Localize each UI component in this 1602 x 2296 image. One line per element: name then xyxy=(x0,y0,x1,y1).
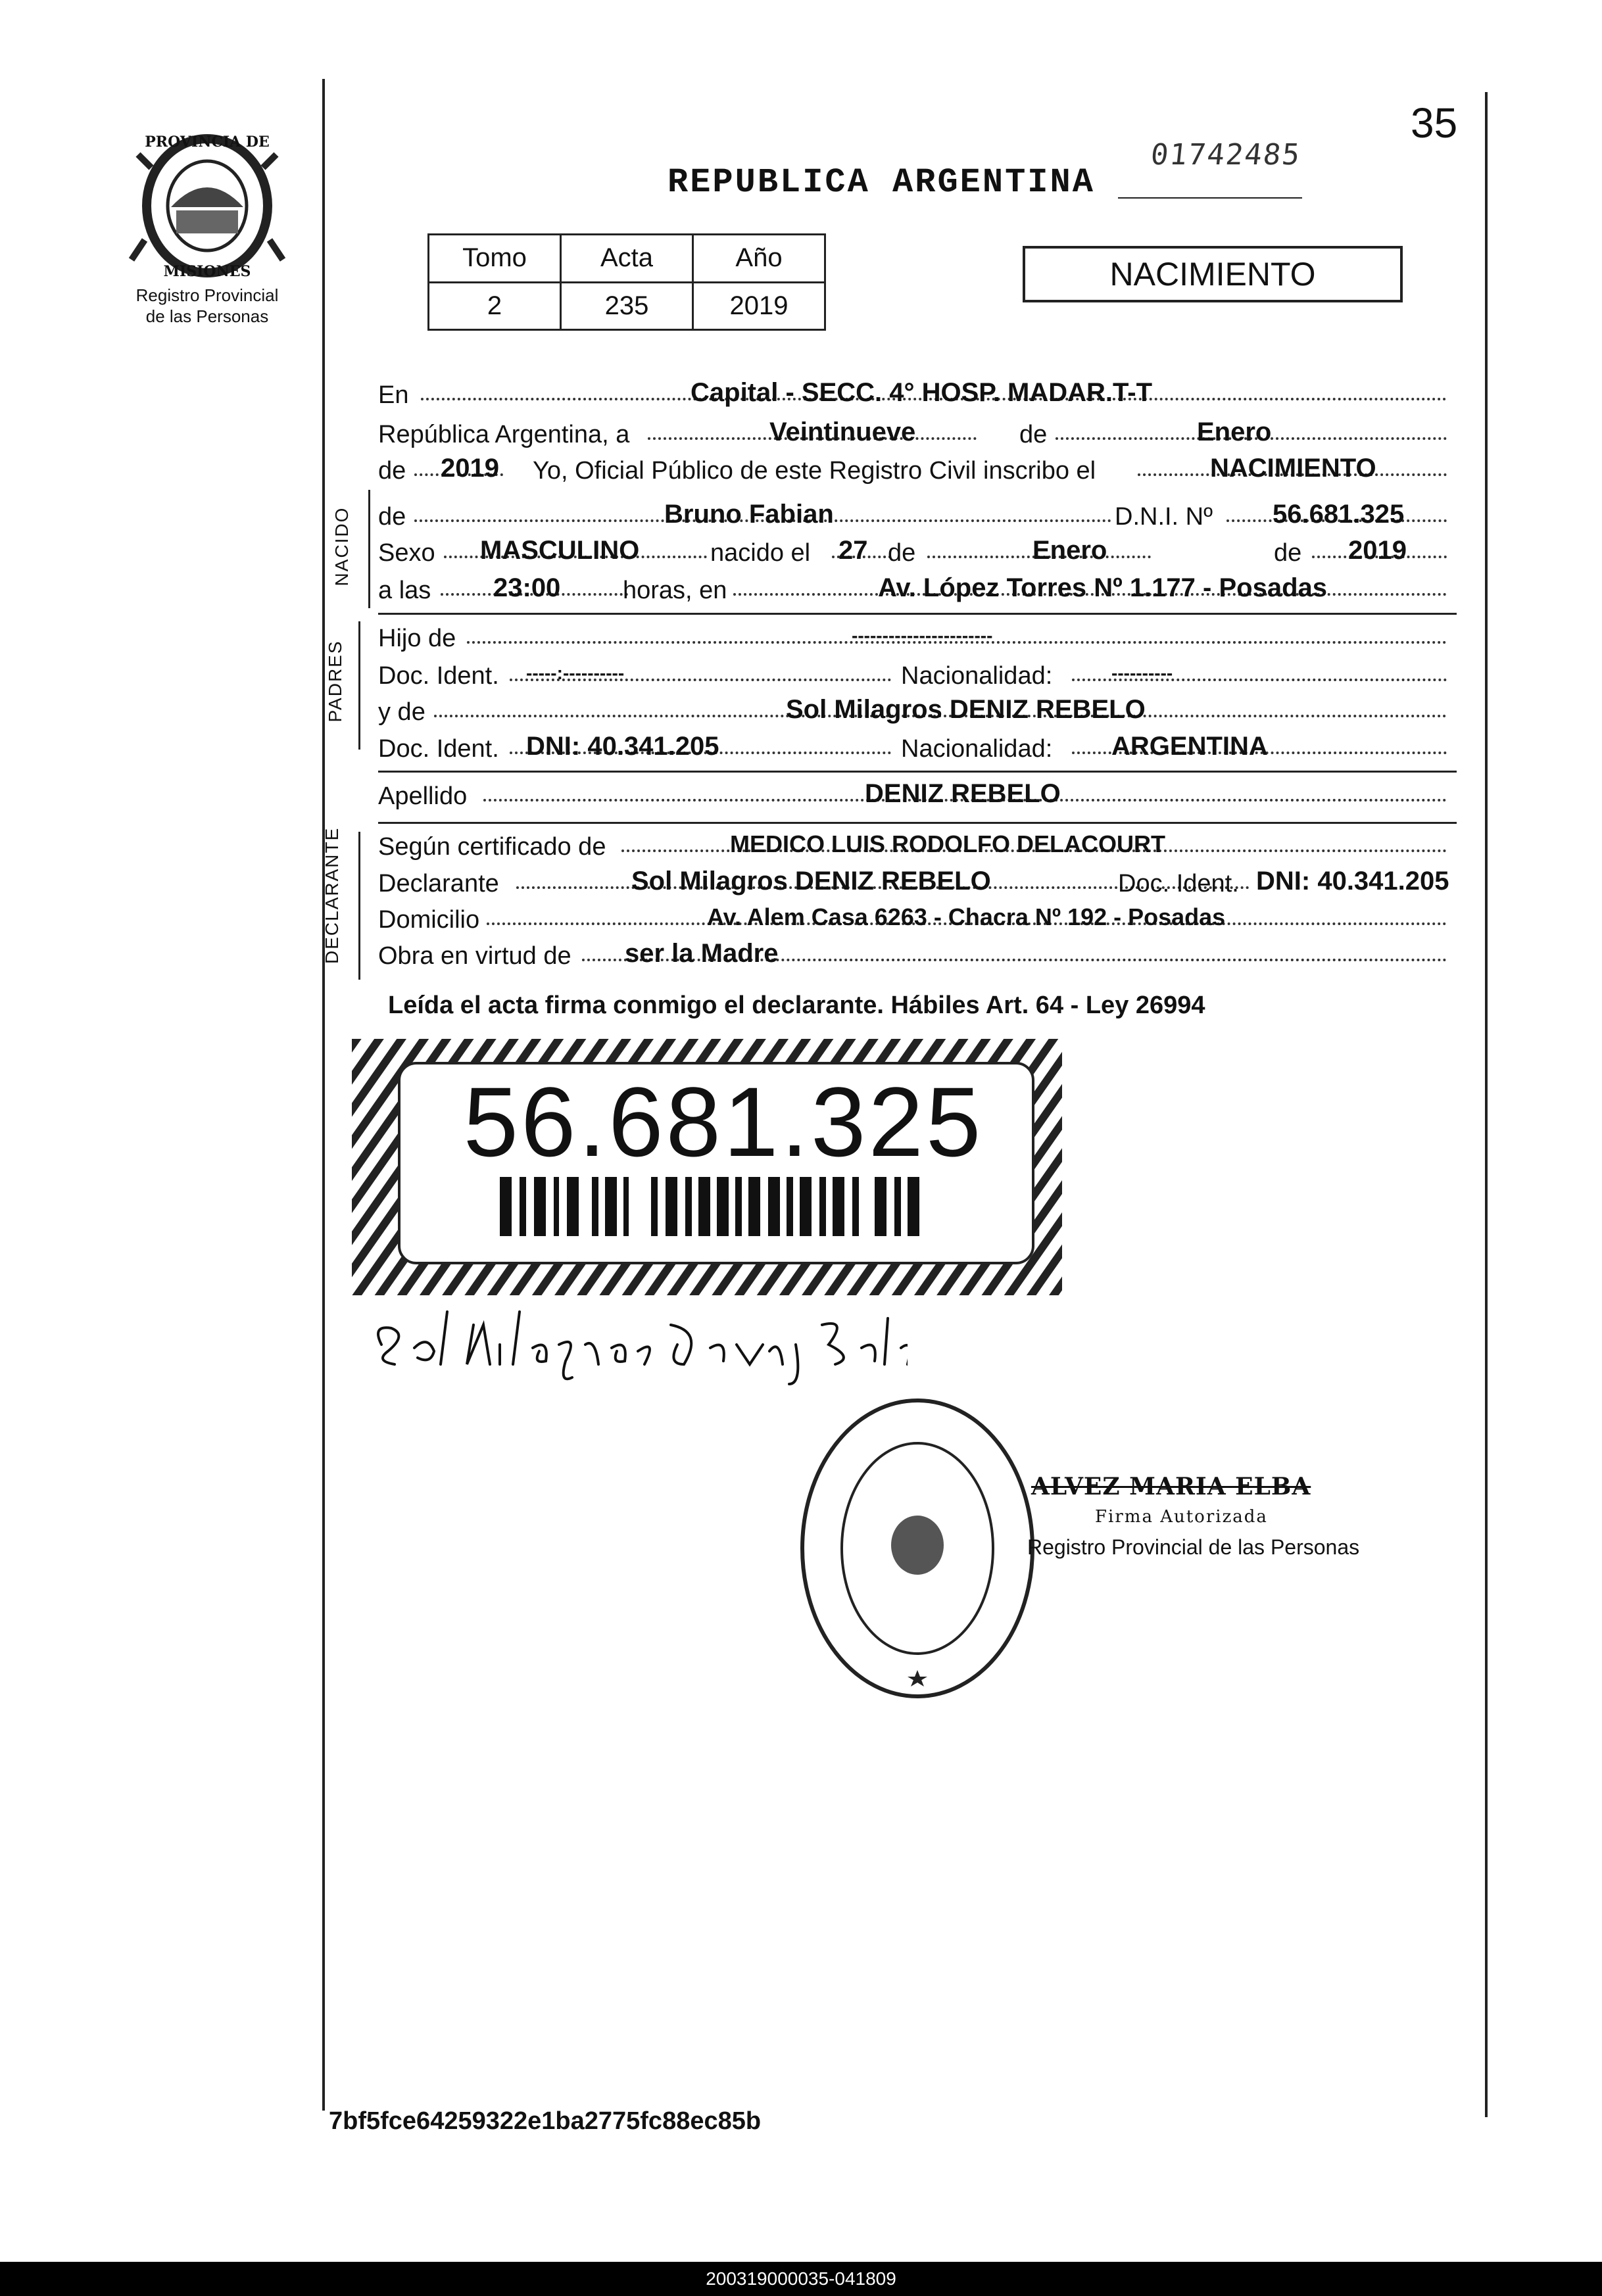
horas-label: horas, en xyxy=(623,577,727,604)
row-apellido xyxy=(378,779,1457,813)
dom-label: Domicilio xyxy=(378,906,480,934)
record-type-box: NACIMIENTO xyxy=(1023,246,1403,302)
row-doc2 xyxy=(378,732,1457,766)
sticker-dni-number: 56.681.325 xyxy=(463,1066,984,1177)
father-value: ----------------------- xyxy=(852,625,993,646)
padres-bracket xyxy=(358,621,360,750)
row-madre xyxy=(378,695,1457,729)
decl-doc-value: DNI: 40.341.205 xyxy=(1256,867,1449,896)
doc1-label: Doc. Ident. xyxy=(378,662,499,690)
registry-label-line1: Registro Provincial xyxy=(135,285,279,305)
de-label: de xyxy=(1019,421,1048,448)
hijo-label: Hijo de xyxy=(378,625,456,652)
province-coat-of-arms-icon xyxy=(125,128,289,283)
obra-value: ser la Madre xyxy=(625,939,779,968)
row-domicilio xyxy=(378,903,1457,937)
nac1-value: ---------- xyxy=(1111,663,1173,683)
value-acta: 235 xyxy=(561,282,693,330)
de-label-3: de xyxy=(1274,539,1302,567)
en-value: Capital - SECC. 4° HOSP. MADAR.T-T xyxy=(691,378,1153,407)
value-anio: 2019 xyxy=(693,282,825,330)
coat-bottom-text: MISIONES xyxy=(163,263,251,280)
header-acta: Acta xyxy=(561,235,693,283)
de2-label: de xyxy=(378,457,406,485)
official-seal-icon xyxy=(796,1394,1039,1703)
serial-number: 01742485 xyxy=(1149,138,1303,172)
row-declarante xyxy=(378,867,1457,901)
left-margin-line xyxy=(322,79,325,2111)
dom-value: Av. Alem Casa 6263 - Chacra Nº 192 - Posadas xyxy=(707,903,1226,930)
row-obra xyxy=(378,939,1457,973)
divider-1 xyxy=(378,613,1457,615)
sexo-value: MASCULINO xyxy=(480,536,640,565)
row-en xyxy=(378,378,1457,412)
row-doc1 xyxy=(378,659,1457,693)
record-table xyxy=(427,233,826,331)
right-margin-line xyxy=(1485,92,1488,2117)
row-nacido-nombre xyxy=(378,500,1457,534)
name-value: Bruno Fabian xyxy=(664,500,834,529)
doc2-value: DNI: 40.341.205 xyxy=(526,732,719,761)
header-tomo: Tomo xyxy=(429,235,561,283)
mother-value: Sol Milagros DENIZ REBELO xyxy=(786,695,1146,724)
value-tomo: 2 xyxy=(429,282,561,330)
nac1-label: Nacionalidad: xyxy=(901,662,1053,690)
declarante-side-label: DECLARANTE xyxy=(322,826,342,964)
nac2-label: Nacionalidad: xyxy=(901,735,1053,763)
cert-label: Según certificado de xyxy=(378,833,606,861)
divider-3 xyxy=(378,822,1457,824)
doc2-label: Doc. Ident. xyxy=(378,735,499,763)
authorized-official-name: ALVEZ MARIA ELBA xyxy=(1031,1473,1311,1500)
nacido-bracket xyxy=(368,490,370,608)
nac2-value: ARGENTINA xyxy=(1111,732,1268,761)
dni-label: D.N.I. Nº xyxy=(1115,503,1213,531)
decl-value: Sol Milagros DENIZ REBELO xyxy=(631,867,991,896)
row-oficial xyxy=(378,454,1457,488)
a-las-label: a las xyxy=(378,577,431,604)
row-fecha xyxy=(378,418,1457,452)
nacido-side-label: NACIDO xyxy=(331,506,352,586)
yde-label: y de xyxy=(378,698,425,726)
obra-label: Obra en virtud de xyxy=(378,942,571,970)
birth-month-value: Enero xyxy=(1032,536,1107,565)
row-certificado xyxy=(378,830,1457,864)
time-value: 23:00 xyxy=(493,573,561,602)
dni-value: 56.681.325 xyxy=(1273,500,1405,529)
declarante-bracket xyxy=(358,832,360,980)
apellido-label: Apellido xyxy=(378,782,468,810)
place-value: Av. López Torres Nº 1.177 - Posadas xyxy=(878,573,1327,602)
closing-statement: Leída el acta firma conmigo el declarante. Hábiles Art. 64 - Ley 26994 xyxy=(388,992,1205,1019)
page-number: 35 xyxy=(1411,99,1458,147)
decl-label: Declarante xyxy=(378,870,499,897)
birth-year-value: 2019 xyxy=(1348,536,1407,565)
year-value: 2019 xyxy=(441,454,499,483)
nacido-el-label: nacido el xyxy=(710,539,811,567)
row-hijo xyxy=(378,621,1457,656)
cert-value: MEDICO LUIS RODOLFO DELACOURT xyxy=(730,830,1165,857)
registry-signature-label: Registro Provincial de las Personas xyxy=(1027,1535,1360,1559)
header-anio: Año xyxy=(693,235,825,283)
decl-doc-label: Doc. Ident. xyxy=(1118,870,1239,897)
registry-label xyxy=(112,285,303,327)
doc1-value: -----:---------- xyxy=(526,663,625,683)
divider-2 xyxy=(378,771,1457,773)
authorized-signature-label: Firma Autorizada xyxy=(1095,1507,1268,1527)
oficial-text: Yo, Oficial Público de este Registro Civil inscribo el xyxy=(533,457,1096,485)
document-title: REPUBLICA ARGENTINA xyxy=(668,163,1095,202)
en-label: En xyxy=(378,381,409,409)
apellido-value: DENIZ REBELO xyxy=(865,779,1061,808)
birth-day-value: 27 xyxy=(838,536,868,565)
document-hash: 7bf5fce64259322e1ba2775fc88ec85b xyxy=(329,2107,762,2135)
day-value: Veintinueve xyxy=(769,418,916,446)
declarant-signature xyxy=(368,1299,908,1391)
padres-side-label: PADRES xyxy=(325,640,345,723)
de-label-2: de xyxy=(888,539,916,567)
acto-value: NACIMIENTO xyxy=(1210,454,1376,483)
sexo-label: Sexo xyxy=(378,539,435,567)
registry-label-line2: de las Personas xyxy=(145,306,269,326)
footer-bar: 200319000035-041809 xyxy=(0,2262,1602,2296)
serial-underline xyxy=(1118,197,1302,199)
coat-top-text: PROVINCIA DE xyxy=(145,133,270,151)
republica-label: República Argentina, a xyxy=(378,421,630,448)
row-nacido-hora xyxy=(378,573,1457,608)
month-value: Enero xyxy=(1197,418,1272,446)
row-nacido-sexo xyxy=(378,536,1457,570)
barcode-icon xyxy=(500,1177,921,1236)
nacido-de-label: de xyxy=(378,503,406,531)
